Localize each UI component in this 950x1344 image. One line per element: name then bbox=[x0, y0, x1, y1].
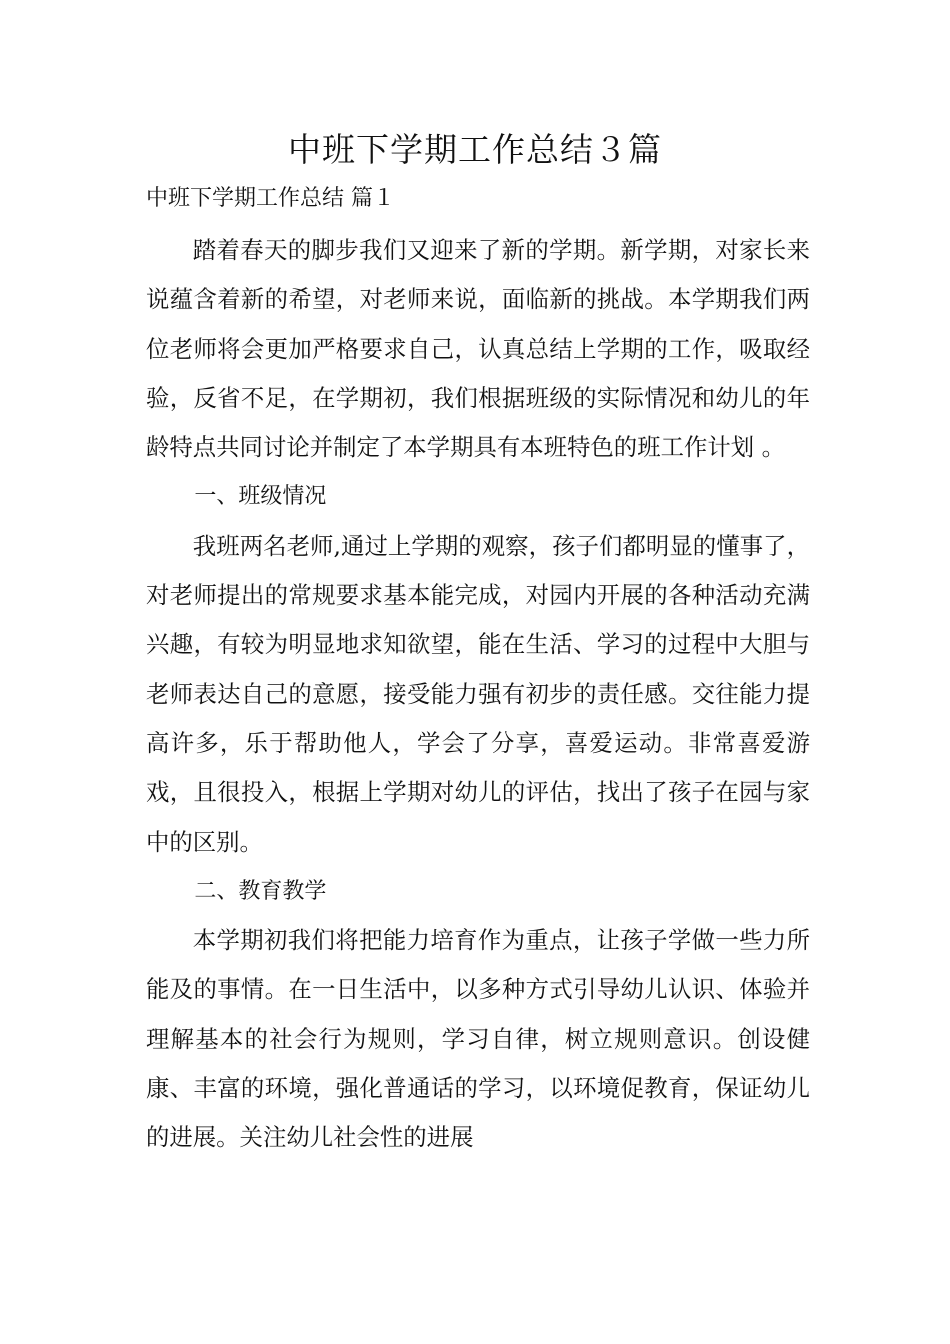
class-situation-paragraph: 我班两名老师,通过上学期的观察，孩子们都明显的懂事了，对老师提出的常规要求基本能完成，对园内开展的各种活动充满兴趣，有较为明显地求知欲望，能在生活、学习的过程中大胆与老师表达自己的意愿，接受能力强有初步的责任感。交往能力提高许多，乐于帮助他人，学会了分享，喜爱运动。非常喜爱游戏，且很投入，根据上学期对幼儿的评估，找出了孩子在园与家中的区别。 bbox=[146, 531, 810, 856]
document-title: 中班下学期工作总结３篇 bbox=[288, 130, 662, 169]
education-paragraph: 本学期初我们将把能力培育作为重点，让孩子学做一些力所能及的事情。在一日生活中，以多种方式引导幼儿认识、体验并理解基本的社会行为规则，学习自律，树立规则意识。创设健康、丰富的环境，强化普通话的学习，以环境促教育，保证幼儿的进展。关注幼儿社会性的进展 bbox=[146, 926, 810, 1152]
intro-paragraph: 踏着春天的脚步我们又迎来了新的学期。新学期，对家长来说蕴含着新的希望，对老师来说，面临新的挑战。本学期我们两位老师将会更加严格要求自己，认真总结上学期的工作，吸取经验，反省不足，在学期初，我们根据班级的实际情况和幼儿的年龄特点共同讨论并制定了本学期具有本班特色的班工作计划 。 bbox=[146, 236, 810, 462]
section-heading-class-situation: 一、班级情况 bbox=[194, 484, 327, 510]
section-heading-education: 二、教育教学 bbox=[194, 878, 327, 904]
document-subtitle: 中班下学期工作总结 篇１ bbox=[146, 186, 395, 211]
document-body bbox=[146, 226, 810, 1163]
